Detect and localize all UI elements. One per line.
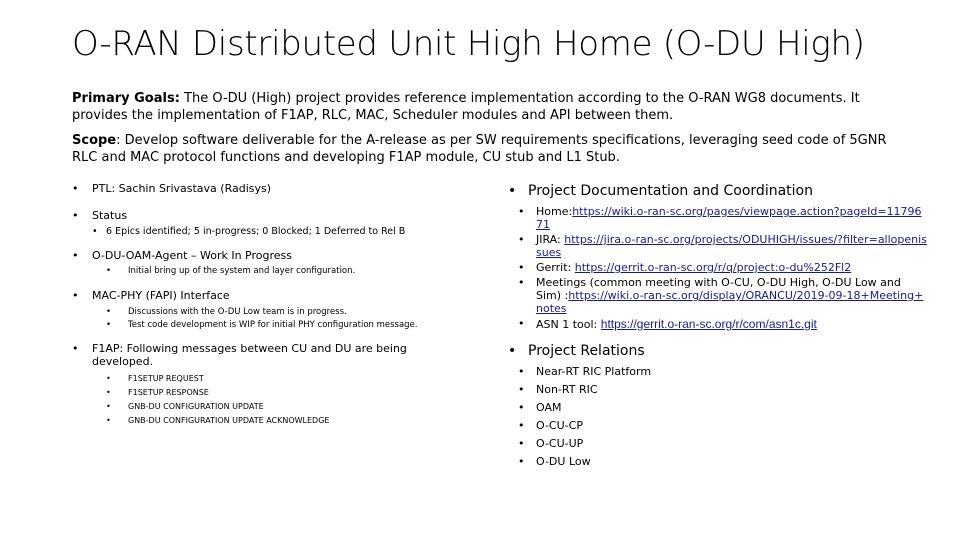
jira-link[interactable]: https://jira.o-ran-sc.org/projects/ODUHIGH/issues/?filter=allopenissues [536, 233, 927, 259]
scope-paragraph [72, 132, 892, 166]
f1ap-message-item [72, 388, 462, 397]
relation-text: O-CU-UP [536, 437, 584, 450]
meetings-link[interactable]: https://wiki.o-ran-sc.org/display/ORANCU/2019-09-18+Meeting+notes [536, 289, 924, 315]
relation-text: O-DU Low [536, 455, 591, 468]
oam-text: O-DU-OAM-Agent – Work In Progress [92, 249, 292, 262]
left-column [72, 182, 462, 425]
asn-item [518, 317, 928, 331]
relation-item [518, 383, 928, 396]
status-text: Status [92, 209, 128, 222]
jira-item [518, 233, 928, 259]
primary-goals-label: Primary Goals: [72, 91, 180, 106]
relation-text: Near-RT RIC Platform [536, 365, 652, 378]
relation-item [518, 401, 928, 414]
relation-item [518, 365, 928, 378]
docs-heading: Project Documentation and Coordination [528, 183, 813, 199]
f1ap-item [72, 342, 422, 368]
relation-text: OAM [536, 401, 562, 414]
scope-label: Scope [72, 133, 117, 148]
meetings-item [518, 276, 928, 315]
relation-text: O-CU-CP [536, 419, 583, 432]
relations-heading-item [508, 343, 928, 359]
gerrit-label: Gerrit: [536, 261, 575, 274]
home-item [518, 205, 928, 231]
docs-heading-item [508, 183, 928, 199]
f1ap-message-text: GNB-DU CONFIGURATION UPDATE ACKNOWLEDGE [128, 416, 330, 425]
macphy-detail-item [72, 320, 462, 330]
oam-detail-item [72, 266, 462, 276]
relation-item [518, 419, 928, 432]
f1ap-message-item [72, 374, 462, 383]
gerrit-item [518, 261, 928, 274]
oam-item [72, 249, 462, 262]
jira-label: JIRA: [536, 233, 565, 246]
oam-detail-text: Initial bring up of the system and layer configuration. [128, 266, 356, 276]
home-label: Home: [536, 205, 573, 218]
f1ap-message-text: F1SETUP REQUEST [128, 374, 204, 383]
status-detail-item [72, 226, 462, 237]
status-detail-text: 6 Epics identified; 5 in-progress; 0 Blocked; 1 Deferred to Rel B [106, 226, 406, 237]
macphy-text: MAC-PHY (FAPI) Interface [92, 289, 230, 302]
gerrit-link[interactable]: https://gerrit.o-ran-sc.org/r/q/project:o-du%252Fl2 [574, 261, 852, 274]
ptl-text: PTL: Sachin Srivastava (Radisys) [92, 182, 272, 195]
meetings-text: Meetings (common meeting with O-CU, O-DU High, O-DU Low and Sim) : [536, 276, 901, 302]
page-title: O-RAN Distributed Unit High Home (O-DU High) [72, 24, 865, 64]
relation-item [518, 455, 928, 468]
f1ap-message-item [72, 402, 462, 411]
status-item [72, 209, 462, 222]
macphy-detail-text: Discussions with the O-DU Low team is in progress. [128, 307, 347, 317]
asn-link[interactable]: https://gerrit.o-ran-sc.org/r/com/asn1c.git [600, 317, 817, 331]
f1ap-message-text: F1SETUP RESPONSE [128, 388, 209, 397]
relations-heading: Project Relations [528, 343, 645, 359]
relation-text: Non-RT RIC [536, 383, 598, 396]
relation-item [518, 437, 928, 450]
f1ap-text: F1AP: Following messages between CU and DU are being developed. [92, 342, 407, 368]
ptl-item [72, 182, 462, 195]
macphy-detail-text: Test code development is WIP for initial PHY configuration message. [128, 320, 418, 330]
primary-goals-text: The O-DU (High) project provides reference implementation according to the O-RAN WG8 documents. It provides the implementation of F1AP, RLC, MAC, Scheduler modules and API between them. [72, 91, 860, 123]
primary-goals-paragraph [72, 90, 892, 124]
right-column [508, 183, 928, 468]
home-link[interactable]: https://wiki.o-ran-sc.org/pages/viewpage.action?pageId=1179671 [536, 205, 922, 231]
f1ap-message-text: GNB-DU CONFIGURATION UPDATE [128, 402, 264, 411]
f1ap-message-item [72, 416, 462, 425]
scope-text: : Develop software deliverable for the A-release as per SW requirements specifications, leveraging seed code of 5GNR RLC and MAC protocol functions and developing F1AP module, CU stub and L1 Stub. [72, 133, 887, 165]
asn-label: ASN 1 tool: [536, 318, 601, 331]
macphy-detail-item [72, 307, 462, 317]
macphy-item [72, 289, 462, 302]
